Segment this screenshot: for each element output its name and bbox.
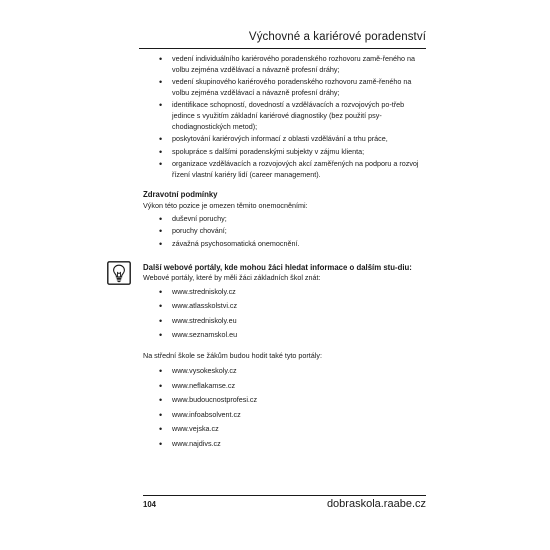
list-item: • duševní poruchy; [143, 214, 423, 225]
health-heading: Zdravotní podmínky [143, 189, 218, 199]
portals-lead: Webové portály, které by měli žáci základních škol znát: [143, 273, 321, 282]
footer-rule [143, 495, 426, 496]
list-item: • spolupráce s dalšími poradenskými subjekty v zájmu klienta; [143, 147, 423, 158]
portals-heading: Další webové portály, kde mohou žáci hledat informace o dalším stu-diu: [143, 262, 412, 272]
list-item: • vedení individuálního kariérového poradenského rozhovoru zamě-řeného na volbu zejména vzdělávací a návazně profesní dráhy; [143, 54, 423, 75]
list-item: • poskytování kariérových informací z oblasti vzdělávání a trhu práce, [143, 134, 423, 145]
primary-links-list [143, 287, 423, 341]
duties-list [143, 53, 423, 181]
portal-link[interactable]: • www.vysokeskoly.cz [143, 366, 423, 377]
list-item: • identifikace schopností, dovedností a vzdělávacích a rozvojových po-třeb jedince s využitím základní kariérové diagnostiky (bez použití psy-chodiagnostických metod); [143, 100, 423, 132]
portal-link[interactable]: • www.vejska.cz [143, 424, 423, 435]
portal-link[interactable]: • www.neflakamse.cz [143, 381, 423, 392]
portal-link[interactable]: • www.atlasskolstvi.cz [143, 301, 423, 312]
lightbulb-icon [107, 261, 131, 285]
list-item: • poruchy chování; [143, 226, 423, 237]
secondary-links-list [143, 366, 423, 449]
list-item: • vedení skupinového kariérového poradenského rozhovoru zamě-řeného na volbu zejména vzdělávací a návazně profesní dráhy; [143, 77, 423, 98]
list-item: • organizace vzdělávacích a rozvojových akcí zaměřených na podporu a rozvoj řízení vlastní kariéry lidí (career management). [143, 159, 423, 180]
portal-link[interactable]: • www.najdivs.cz [143, 439, 423, 450]
page-number: 104 [143, 500, 157, 509]
portal-link[interactable]: • www.infoabsolvent.cz [143, 410, 423, 421]
list-item: • závažná psychosomatická onemocnění. [143, 239, 423, 250]
health-lead: Výkon této pozice je omezen těmito onemocněními: [143, 201, 308, 211]
portals-tip [143, 263, 423, 450]
secondary-lead: Na střední škole se žákům budou hodit také tyto portály: [143, 350, 322, 360]
portal-link[interactable]: • www.stredniskoly.eu [143, 316, 423, 327]
footer-site: dobraskola.raabe.cz [326, 498, 426, 510]
page-content [143, 53, 423, 453]
portal-link[interactable]: • www.stredniskoly.cz [143, 287, 423, 298]
running-header: Výchovné a kariérové poradenství [248, 31, 426, 43]
portal-link[interactable]: • www.seznamskol.eu [143, 330, 423, 341]
portal-link[interactable]: • www.budoucnostprofesi.cz [143, 395, 423, 406]
header-rule [139, 48, 426, 49]
health-list [143, 214, 423, 250]
